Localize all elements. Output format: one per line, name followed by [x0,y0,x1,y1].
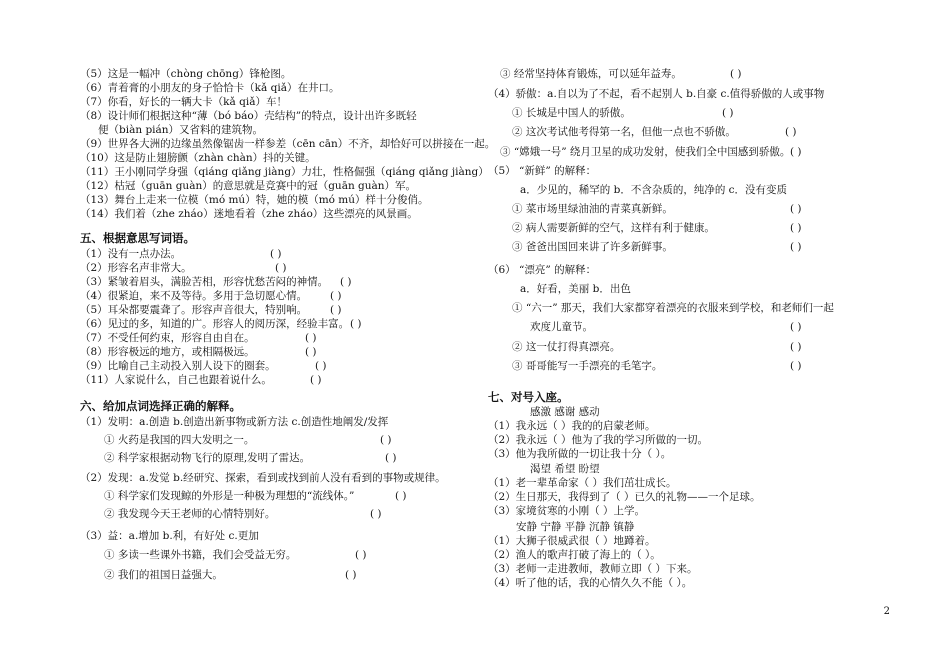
word-bank: 渴望 希望 盼望 [530,463,600,475]
q4-item-11: （11）王小刚同学身强（qiáng qiǎng jiàng）力壮，性格倔强（qiáng qiǎng jiàng） [80,166,489,178]
q7-item: （3）老师一走进教师，教师立即（ ）下来。 [488,563,698,575]
q6-item: ① 火药是我国的四大发明之一。 [104,434,255,446]
answer-blank: ( ) [790,222,802,234]
answer-blank: ( ) [310,374,322,386]
answer-blank: ( ) [790,146,802,158]
q6-item-cont: 欢度儿童节。 [530,321,593,333]
q5-item: （11）人家说什么，自己也跟着说什么。 [80,374,272,386]
answer-blank: ( ) [785,126,797,138]
word-bank: 安静 宁静 平静 沉静 镇静 [516,521,635,533]
q6-stem-4: （4）骄傲：a.自以为了不起，看不起别人 b.自豪 c.值得骄傲的人或事物 [488,88,825,100]
q6-item: ① “六一” 那天，我们大家都穿着漂亮的衣服来到学校，和老师们一起 [512,302,834,314]
q4-item-5: （5）这是一幅冲（chòng chōng）锋枪图。 [80,68,292,80]
section-7-title: 七、对号入座。 [488,390,569,404]
q7-item: （2）渔人的歌声打破了海上的（ ）。 [488,549,661,561]
q6-options: a．好看，美丽 b．出色 [520,283,631,295]
q6-stem-3: （3）益：a.增加 b.利，有好处 c.更加 [80,530,259,542]
answer-blank: ( ) [790,321,802,333]
q6-item: ③ 爸爸出国回来讲了许多新鲜事。 [512,241,673,253]
q5-item: （2）形容名声非常大。 [80,262,192,274]
q7-item: （4）听了他的话，我的心情久久不能（ ）。 [488,577,693,589]
q5-item: （5）耳朵都要震聋了。形容声音很大，特别响。 [80,304,308,316]
answer-blank: ( ) [790,241,802,253]
answer-blank: ( ) [790,360,802,372]
q6-stem-5: （5） “新鲜” 的解释： [488,165,597,177]
answer-blank: ( ) [330,290,342,302]
q7-item: （2）生日那天，我得到了（ ）已久的礼物——一个足球。 [488,491,761,503]
q6-item: ① 科学家们发现鲸的外形是一种极为理想的“流线体。” [104,490,355,502]
answer-blank: ( ) [345,569,357,581]
q6-item: ② 这次考试他考得第一名，但他一点也不骄傲。 [512,126,736,138]
answer-blank: ( ) [730,68,742,80]
section-5-title: 五、根据意思写词语。 [80,231,195,245]
q4-item-10: （10）这是防止翅膀颤（zhàn chàn）抖的关键。 [80,152,316,164]
answer-blank: ( ) [350,318,362,330]
answer-blank: ( ) [790,341,802,353]
q5-item: （8）形容极远的地方，或相隔极远。 [80,346,255,358]
answer-blank: ( ) [790,203,802,215]
q6-item: ② 我们的祖国日益强大。 [104,569,223,581]
q6-stem-6: （6） “漂亮” 的解释： [488,264,597,276]
answer-blank: ( ) [270,248,282,260]
q7-item: （1）我永远（ ）我的的启蒙老师。 [488,420,656,432]
q6-item: ① 菜市场里绿油油的青菜真新鲜。 [512,203,673,215]
q6-item: ① 长城是中国人的骄傲。 [512,107,631,119]
answer-blank: ( ) [385,452,397,464]
answer-blank: ( ) [330,304,342,316]
q5-item: （3）紧皱着眉头，满脸苦相，形容忧愁苦闷的神情。 [80,276,329,288]
q4-item-14: （14）我们着（zhe zháo）迷地看着（zhe zháo）这些漂亮的风景画。 [80,208,418,220]
q6-item: ③ 哥哥能写一手漂亮的毛笔字。 [512,360,663,372]
answer-blank: ( ) [395,490,407,502]
q7-item: （2）我永远（ ）他为了我的学习所做的一切。 [488,434,709,446]
q5-item: （4）很紧迫，来不及等待。多用于急切愿心情。 [80,290,308,302]
q7-item: （1）老一辈革命家（ ）我们茁壮成长。 [488,477,677,489]
q4-item-12: （12）枯冠（guān guàn）的意思就是竞赛中的冠（guān guàn）军。 [80,180,417,192]
section-6-title: 六、给加点词选择正确的解释。 [80,399,241,413]
q6-item: ① 多读一些课外书籍，我们会受益无穷。 [104,549,297,561]
q5-item: （6）见过的多，知道的广。形容人的阅历深，经验丰富。 [80,318,350,330]
answer-blank: ( ) [305,346,317,358]
q6-item: ③ “嫦娥一号” 绕月卫星的成功发射，使我们全中国感到骄傲。 [500,146,791,158]
q4-item-9: （9）世界各大洲的边缘虽然像锯齿一样参差（cēn cān）不齐，却恰好可以拼接在一起。 [80,138,496,150]
word-bank: 感激 感谢 感动 [530,406,600,418]
q4-item-8: （8）设计师们根据这种“薄（bó báo）壳结构”的特点，设计出许多既轻 [80,110,417,122]
q5-item: （9）比喻自己主动投入别人设下的圈套。 [80,360,276,372]
q6-item: ② 病人需要新鲜的空气，这样有利于健康。 [512,222,715,234]
answer-blank: ( ) [370,508,382,520]
q6-item: ② 这一仗打得真漂亮。 [512,341,621,353]
answer-blank: ( ) [340,276,352,288]
answer-blank: ( ) [315,360,327,372]
answer-blank: ( ) [355,549,367,561]
q7-item: （3）家境贫寒的小刚（ ）上学。 [488,505,646,517]
q7-item: （3）他为我所做的一切让我十分（ ）。 [488,448,672,460]
q6-item: ② 我发现今天王老师的心情特别好。 [104,508,276,520]
answer-blank: ( ) [305,332,317,344]
answer-blank: ( ) [380,434,392,446]
q6-item: ② 科学家根据动物飞行的原理,发明了雷达。 [104,452,311,464]
q6-stem-2: （2）发现：a.发觉 b.经研究、探索，看到或找到前人没有看到的事物或规律。 [80,472,446,484]
q4-item-6: （6）青着膏的小朋友的身子恰恰卡（kǎ qiǎ）在井口。 [80,82,340,94]
answer-blank: ( ) [722,107,734,119]
q6-options: a．少见的，稀罕的 b．不含杂质的，纯净的 c．没有变质 [520,184,788,196]
answer-blank: ( ) [275,262,287,274]
page-number: 2 [883,606,890,617]
q4-item-13: （13）舞台上走来一位模（mó mú）特，她的模（mó mú）样十分俊俏。 [80,194,429,206]
q4-item-7: （7）你看，好长的一辆大卡（kǎ qiǎ）车！ [80,96,287,108]
q5-item: （1）没有一点办法。 [80,248,182,260]
q4-item-8-cont: 便（biàn pián）又省料的建筑物。 [98,124,264,136]
q6-stem-1: （1）发明：a.创造 b.创造出新事物或新方法 c.创造性地阐发/发挥 [80,416,389,428]
q7-item: （1）大狮子很威武很（ ）地蹲着。 [488,535,656,547]
q5-item: （7）不受任何约束，形容自由自在。 [80,332,255,344]
q6-item: ③ 经常坚持体育锻炼，可以延年益寿。 [500,68,682,80]
